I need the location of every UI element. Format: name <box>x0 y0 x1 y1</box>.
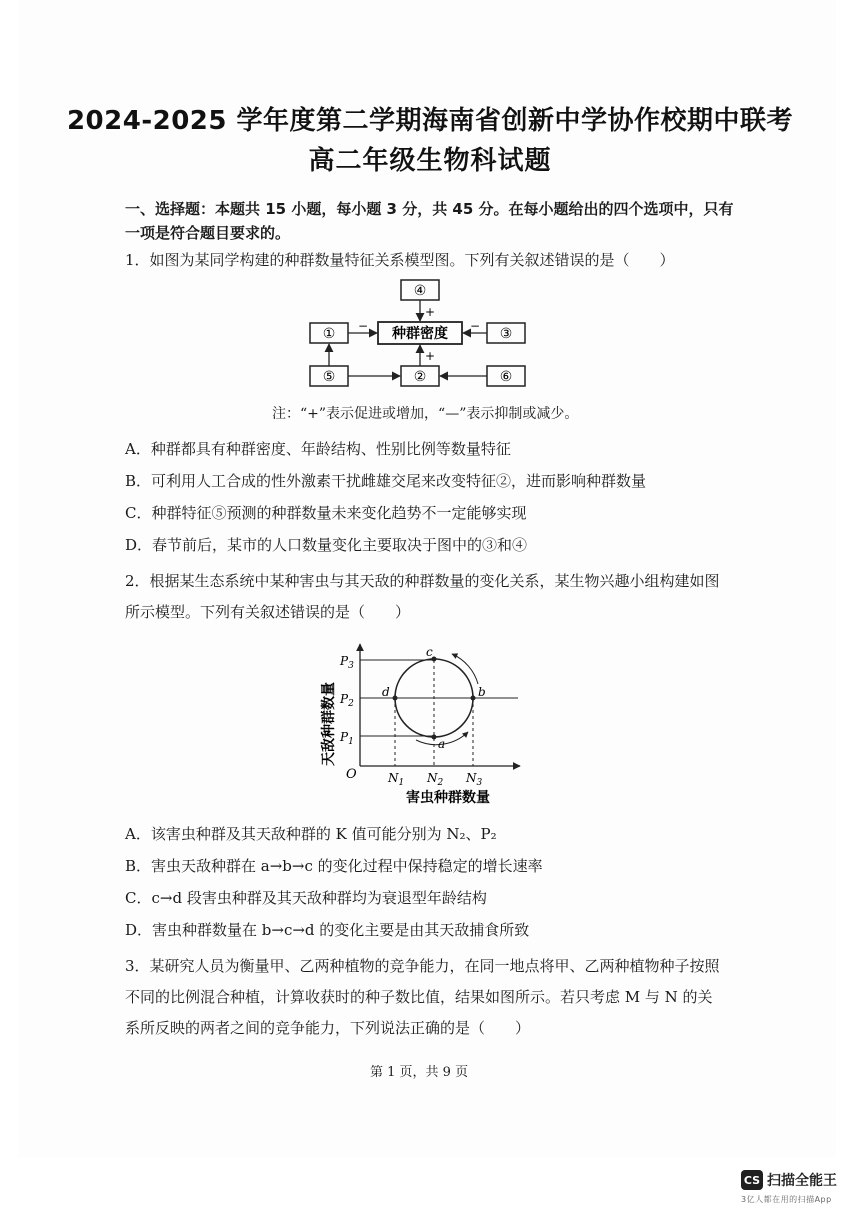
q2-stem-line1: 2．根据某生态系统中某种害虫与其天敌的种群数量的变化关系，某生物兴趣小组构建如图 <box>125 572 720 590</box>
point-a <box>432 735 437 740</box>
scanner-logo-icon: CS <box>741 1170 763 1190</box>
label-point-c: c <box>426 645 433 659</box>
q2-predator-prey-graph <box>310 636 530 808</box>
scanner-slogan: 3亿人都在用的扫描App <box>741 1195 832 1204</box>
svg-text:天敌种群数量: 天敌种群数量 <box>321 682 337 766</box>
q2-option-a: A．该害虫种群及其天敌种群的 K 值可能分别为 N₂、P₂ <box>125 825 497 843</box>
exam-subtitle: 高二年级生物科试题 <box>308 146 552 176</box>
sign-4-plus: + <box>425 305 436 319</box>
point-d <box>393 696 398 701</box>
x-axis-label: 害虫种群数量 <box>406 790 490 806</box>
ytick-p3: $P_3$ <box>340 654 354 671</box>
q1-note: 注：“+”表示促进或增加，“—”表示抑制或减少。 <box>272 406 579 422</box>
q2-stem-line2: 所示模型。下列有关叙述错误的是（ ） <box>125 603 411 621</box>
q2-option-c: C．c→d 段害虫种群及其天敌种群均为衰退型年龄结构 <box>125 889 487 907</box>
label-point-b: b <box>478 685 486 699</box>
page-footer: 第 1 页，共 9 页 <box>370 1065 469 1080</box>
q3-stem-line3: 系所反映的两者之间的竞争能力，下列说法正确的是（ ） <box>125 1019 531 1037</box>
y-axis-label <box>320 682 337 766</box>
label-6: ⑥ <box>499 369 513 385</box>
q1-option-d: D．春节前后，某市的人口数量变化主要取决于图中的③和④ <box>125 536 528 554</box>
sign-3-minus: − <box>470 319 481 333</box>
label-2: ② <box>413 369 427 385</box>
q3-stem-line1: 3．某研究人员为衡量甲、乙两种植物的竞争能力，在同一地点将甲、乙两种植物种子按照 <box>125 957 720 975</box>
scanner-watermark <box>741 1170 837 1190</box>
xtick-n3: $N_3$ <box>466 771 483 788</box>
q1-population-model-diagram <box>300 276 540 394</box>
label-density: 种群密度 <box>392 326 448 342</box>
label-1: ① <box>322 326 336 342</box>
q2-option-d: D．害虫种群数量在 b→c→d 的变化主要是由其天敌捕食所致 <box>125 921 530 939</box>
sign-1-minus: − <box>358 319 369 333</box>
label-4: ④ <box>413 283 427 299</box>
point-b <box>471 696 476 701</box>
xtick-n2: $N_2$ <box>427 771 444 788</box>
origin-label: O <box>346 767 357 782</box>
q1-option-c: C．种群特征⑤预测的种群数量未来变化趋势不一定能够实现 <box>125 504 527 522</box>
ytick-p2: $P_2$ <box>340 692 354 709</box>
label-5: ⑤ <box>322 369 336 385</box>
label-3: ③ <box>499 326 513 342</box>
exam-title: 2024-2025 学年度第二学期海南省创新中学协作校期中联考 <box>66 106 794 136</box>
sign-2-plus: + <box>425 349 436 363</box>
q2-option-b: B．害虫天敌种群在 a→b→c 的变化过程中保持稳定的增长速率 <box>125 857 543 875</box>
section-heading-line1: 一、选择题：本题共 15 小题，每小题 3 分，共 45 分。在每小题给出的四个选项中，只有 <box>125 200 734 218</box>
direction-arrow-right <box>452 654 478 684</box>
label-point-a: a <box>438 737 446 751</box>
q1-stem: 1．如图为某同学构建的种群数量特征关系模型图。下列有关叙述错误的是（ ） <box>125 251 675 269</box>
q1-option-b: B．可利用人工合成的性外激素干扰雌雄交尾来改变特征②，进而影响种群数量 <box>125 472 647 490</box>
section-heading-line2: 一项是符合题目要求的。 <box>125 224 291 242</box>
q1-option-a: A．种群都具有种群密度、年龄结构、性别比例等数量特征 <box>125 440 511 458</box>
ytick-p1: $P_1$ <box>340 730 354 747</box>
label-point-d: d <box>382 685 390 699</box>
xtick-n1: $N_1$ <box>388 771 405 788</box>
q3-stem-line2: 不同的比例混合种植，计算收获时的种子数比值，结果如图所示。若只考虑 M 与 N 的关 <box>125 988 713 1006</box>
scanner-brand: 扫描全能王 <box>767 1173 837 1189</box>
